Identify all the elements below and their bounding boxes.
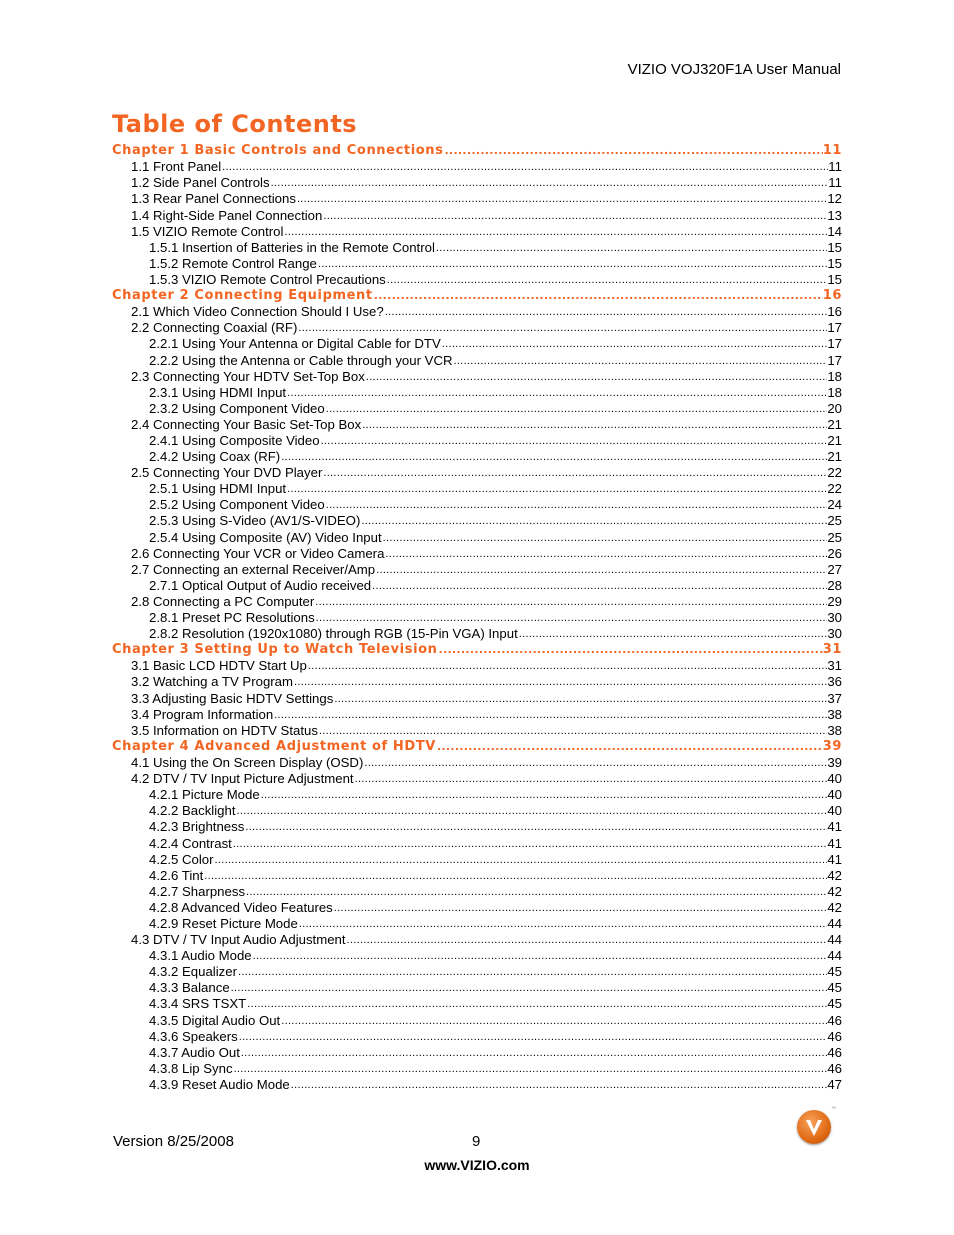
toc-entry[interactable] (112, 948, 842, 964)
toc-entry[interactable] (112, 690, 842, 706)
toc-entry[interactable] (112, 771, 842, 787)
toc-entry[interactable] (112, 707, 842, 723)
dot-leader (237, 964, 827, 980)
toc-chapter-entry[interactable] (112, 288, 842, 304)
toc-entry[interactable] (112, 336, 842, 352)
toc-entry-title: 2.5.1 Using HDMI Input (149, 481, 287, 497)
toc-entry-page: 16 (827, 304, 842, 320)
toc-entry-page: 17 (827, 352, 842, 368)
footer-url[interactable]: www.VIZIO.com (424, 1157, 530, 1173)
dot-leader (436, 739, 823, 755)
toc-entry-title: 4.3.3 Balance (149, 980, 230, 996)
toc-chapter-entry[interactable] (112, 143, 842, 159)
toc-entry-title: 1.5.2 Remote Control Range (149, 255, 317, 271)
dot-leader (333, 691, 827, 707)
toc-entry[interactable] (112, 401, 842, 417)
dot-leader (333, 900, 828, 916)
dot-leader (296, 191, 827, 207)
toc-entry-title: Chapter 4 Advanced Adjustment of HDTV (112, 738, 436, 754)
dot-leader (382, 530, 828, 546)
dot-leader (233, 1061, 828, 1077)
toc-entry-title: 4.3.8 Lip Sync (149, 1060, 233, 1076)
toc-entry-page: 41 (827, 819, 842, 835)
dot-leader (270, 175, 829, 191)
toc-entry-title: 2.4.1 Using Composite Video (149, 432, 320, 448)
toc-entry-title: 2.8.2 Resolution (1920x1080) through RGB (15-Pin VGA) Input (149, 626, 518, 642)
toc-entry-title: Chapter 3 Setting Up to Watch Television (112, 642, 438, 658)
dot-leader (297, 320, 827, 336)
dot-leader (317, 256, 827, 272)
toc-entry-page: 22 (827, 481, 842, 497)
dot-leader (518, 626, 828, 642)
toc-entry-title: 2.7 Connecting an external Receiver/Amp (131, 561, 376, 577)
dot-leader (346, 932, 828, 948)
toc-entry-title: 3.4 Program Information (131, 706, 274, 722)
toc-entry[interactable] (112, 449, 842, 465)
toc-entry-page: 46 (827, 1028, 842, 1044)
dot-leader (365, 369, 827, 385)
toc-entry-page: 21 (827, 416, 842, 432)
toc-entry-page: 17 (827, 320, 842, 336)
toc-entry-page: 40 (827, 787, 842, 803)
dot-leader (373, 288, 823, 304)
toc-entry-page: 39 (827, 755, 842, 771)
toc-entry[interactable] (112, 755, 842, 771)
toc-entry[interactable] (112, 513, 842, 529)
toc-entry[interactable] (112, 207, 842, 223)
toc-entry[interactable] (112, 868, 842, 884)
toc-entry-page: 44 (827, 932, 842, 948)
toc-entry-title: 2.7.1 Optical Output of Audio received (149, 577, 372, 593)
toc-entry-page: 45 (827, 996, 842, 1012)
toc-entry[interactable] (112, 546, 842, 562)
footer-version: Version 8/25/2008 (113, 1133, 234, 1150)
toc-entry[interactable] (112, 175, 842, 191)
dot-leader (232, 836, 827, 852)
toc-entry-title: 2.2 Connecting Coaxial (RF) (131, 320, 298, 336)
toc-entry-page: 11 (828, 175, 842, 191)
toc-entry[interactable] (112, 852, 842, 868)
toc-entry-title: 1.5.3 VIZIO Remote Control Precautions (149, 271, 386, 287)
toc-entry-title: 2.5.4 Using Composite (AV) Video Input (149, 529, 382, 545)
toc-entry-page: 45 (827, 980, 842, 996)
dot-leader (453, 353, 828, 369)
toc-entry-page: 44 (827, 948, 842, 964)
toc-entry[interactable] (112, 803, 842, 819)
dot-leader (371, 578, 827, 594)
toc-entry-page: 11 (822, 143, 842, 159)
toc-entry[interactable] (112, 529, 842, 545)
toc-entry-page: 29 (827, 593, 842, 609)
dot-leader (375, 562, 827, 578)
toc-entry-title: 4.3.5 Digital Audio Out (149, 1012, 281, 1028)
toc-entry-title: 1.3 Rear Panel Connections (131, 191, 296, 207)
dot-leader (246, 996, 827, 1012)
toc-entry[interactable] (112, 1029, 842, 1045)
toc-entry[interactable] (112, 932, 842, 948)
toc-entry-page: 27 (827, 561, 842, 577)
toc-entry[interactable] (112, 562, 842, 578)
dot-leader (325, 497, 828, 513)
toc-entry-page: 41 (827, 851, 842, 867)
toc-entry[interactable] (112, 417, 842, 433)
toc-entry[interactable] (112, 497, 842, 513)
toc-entry-page: 21 (827, 432, 842, 448)
toc-entry[interactable] (112, 1077, 842, 1093)
toc-entry-title: 4.3.1 Audio Mode (149, 948, 252, 964)
dot-leader (384, 304, 828, 320)
toc-entry-title: Chapter 2 Connecting Equipment (112, 288, 373, 304)
dot-leader (252, 948, 828, 964)
toc-entry[interactable] (112, 787, 842, 803)
toc-entry-title: 4.1 Using the On Screen Display (OSD) (131, 755, 364, 771)
toc-entry[interactable] (112, 916, 842, 932)
toc-entry[interactable] (112, 578, 842, 594)
toc-entry-page: 46 (827, 1044, 842, 1060)
dot-leader (441, 336, 828, 352)
toc-entry-page: 13 (827, 207, 842, 223)
dot-leader (443, 143, 822, 159)
toc-entry-page: 46 (827, 1060, 842, 1076)
toc-entry[interactable] (112, 1061, 842, 1077)
toc-entry-page: 16 (822, 288, 842, 304)
toc-entry[interactable] (112, 191, 842, 207)
toc-entry-title: 2.8 Connecting a PC Computer (131, 593, 315, 609)
toc-entry-page: 40 (827, 803, 842, 819)
toc-entry-page: 28 (827, 577, 842, 593)
dot-leader (273, 707, 827, 723)
dot-leader (361, 417, 827, 433)
toc-entry-title: 2.4 Connecting Your Basic Set-Top Box (131, 416, 362, 432)
toc-entry-page: 38 (827, 722, 842, 738)
toc-entry-page: 41 (827, 835, 842, 851)
dot-leader (360, 513, 827, 529)
toc-entry-title: 4.2 DTV / TV Input Picture Adjustment (131, 771, 354, 787)
toc-entry-title: 2.3.1 Using HDMI Input (149, 384, 287, 400)
toc-entry-page: 26 (827, 545, 842, 561)
toc-entry-page: 22 (827, 465, 842, 481)
dot-leader (244, 819, 827, 835)
dot-leader (298, 916, 828, 932)
toc-entry-page: 42 (827, 867, 842, 883)
toc-entry[interactable] (112, 835, 842, 851)
toc-entry[interactable] (112, 610, 842, 626)
dot-leader (322, 465, 827, 481)
toc-entry-page: 21 (827, 449, 842, 465)
toc-entry-title: 2.8.1 Preset PC Resolutions (149, 610, 315, 625)
dot-leader (203, 868, 827, 884)
toc-entry-title: 4.2.7 Sharpness (149, 883, 246, 899)
toc-entry[interactable] (112, 658, 842, 674)
toc-entry-title: 2.2.1 Using Your Antenna or Digital Cable for DTV (149, 336, 441, 352)
toc-entry-page: 39 (822, 738, 842, 754)
toc-entry-title: 4.2.2 Backlight (149, 803, 236, 819)
dot-leader (260, 787, 828, 803)
toc-entry[interactable] (112, 1045, 842, 1061)
toc-entry[interactable] (112, 304, 842, 320)
toc-entry-title: 4.3.7 Audio Out (149, 1044, 240, 1060)
toc-entry[interactable] (112, 1012, 842, 1028)
toc-entry-title: 3.5 Information on HDTV Status (131, 722, 318, 738)
toc-entry-title: 4.2.6 Tint (149, 867, 204, 883)
dot-leader (386, 272, 828, 288)
toc-entry-title: 3.3 Adjusting Basic HDTV Settings (131, 690, 334, 706)
table-of-contents (112, 143, 842, 1093)
toc-entry-page: 37 (827, 690, 842, 706)
toc-entry-title: 2.5.2 Using Component Video (149, 497, 325, 513)
toc-entry-page: 18 (827, 384, 842, 400)
dot-leader (230, 980, 828, 996)
toc-entry-title: 2.3 Connecting Your HDTV Set-Top Box (131, 368, 365, 384)
dot-leader (238, 1029, 828, 1045)
dot-leader (314, 594, 827, 610)
toc-entry-page: 36 (827, 674, 842, 690)
toc-entry-page: 18 (827, 368, 842, 384)
dot-leader (315, 610, 828, 626)
toc-entry[interactable] (112, 723, 842, 739)
toc-entry-title: 4.3 DTV / TV Input Audio Adjustment (131, 932, 346, 948)
toc-entry-page: 30 (827, 626, 842, 642)
dot-leader (363, 755, 827, 771)
toc-entry-title: 4.3.2 Equalizer (149, 964, 237, 980)
toc-entry[interactable] (112, 674, 842, 690)
toc-entry-title: 4.2.3 Brightness (149, 819, 245, 835)
toc-entry[interactable] (112, 369, 842, 385)
toc-entry-title: 2.6 Connecting Your VCR or Video Camera (131, 545, 385, 561)
toc-entry-page: 45 (827, 964, 842, 980)
toc-entry-page: 31 (822, 642, 842, 658)
toc-entry-title: 2.5.3 Using S-Video (AV1/S-VIDEO) (149, 513, 361, 529)
toc-entry-title: 4.2.9 Reset Picture Mode (149, 915, 298, 931)
toc-entry[interactable] (112, 964, 842, 980)
dot-leader (435, 240, 827, 256)
toc-entry[interactable] (112, 900, 842, 916)
toc-chapter-entry[interactable] (112, 642, 842, 658)
toc-entry-page: 42 (827, 883, 842, 899)
toc-entry-page: 15 (827, 271, 842, 287)
dot-leader (283, 224, 827, 240)
dot-leader (286, 385, 827, 401)
toc-entry-page: 25 (827, 513, 842, 529)
toc-entry-page: 20 (827, 400, 842, 416)
dot-leader (280, 1013, 827, 1029)
toc-entry-title: 2.3.2 Using Component Video (149, 400, 325, 416)
toc-entry[interactable] (112, 996, 842, 1012)
toc-entry-title: 1.1 Front Panel (131, 159, 222, 175)
dot-leader (280, 449, 827, 465)
trademark-symbol: ™ (831, 1106, 836, 1112)
vizio-logo-icon (797, 1110, 831, 1144)
dot-leader (438, 642, 823, 658)
toc-chapter-entry[interactable] (112, 739, 842, 755)
toc-entry[interactable] (112, 819, 842, 835)
toc-entry-title: 1.5 VIZIO Remote Control (131, 223, 284, 239)
toc-entry[interactable] (112, 594, 842, 610)
toc-entry-page: 24 (827, 497, 842, 513)
toc-entry-title: 4.2.4 Contrast (149, 835, 232, 851)
dot-leader (325, 401, 828, 417)
toc-entry-page: 31 (827, 658, 842, 674)
toc-entry[interactable] (112, 240, 842, 256)
toc-entry-page: 25 (827, 529, 842, 545)
dot-leader (286, 481, 827, 497)
dot-leader (354, 771, 828, 787)
toc-entry-page: 47 (827, 1076, 842, 1092)
toc-entry-title: 2.1 Which Video Connection Should I Use? (131, 304, 384, 320)
toc-entry-title: 1.4 Right-Side Panel Connection (131, 207, 323, 223)
dot-leader (322, 208, 827, 224)
toc-entry-page: 40 (827, 771, 842, 787)
toc-entry-page: 15 (827, 239, 842, 255)
toc-entry[interactable] (112, 272, 842, 288)
toc-entry[interactable] (112, 256, 842, 272)
toc-entry-title: 1.2 Side Panel Controls (131, 175, 270, 191)
toc-entry-title: 4.2.8 Advanced Video Features (149, 899, 333, 915)
toc-entry-page: 46 (827, 1012, 842, 1028)
dot-leader (236, 803, 828, 819)
dot-leader (290, 1077, 828, 1093)
toc-entry-title: 2.5 Connecting Your DVD Player (131, 465, 323, 481)
toc-entry[interactable] (112, 385, 842, 401)
toc-entry[interactable] (112, 224, 842, 240)
toc-entry-title: 3.1 Basic LCD HDTV Start Up (131, 658, 307, 674)
toc-entry[interactable] (112, 884, 842, 900)
toc-entry-title: Chapter 1 Basic Controls and Connections (112, 143, 444, 159)
toc-entry[interactable] (112, 481, 842, 497)
toc-entry[interactable] (112, 320, 842, 336)
dot-leader (221, 159, 828, 175)
dot-leader (214, 852, 828, 868)
toc-entry-title: 2.4.2 Using Coax (RF) (149, 449, 281, 465)
toc-title: Table of Contents (112, 110, 358, 138)
toc-entry-title: 2.2.2 Using the Antenna or Cable through your VCR (149, 352, 453, 368)
manual-title: VIZIO VOJ320F1A User Manual (627, 61, 841, 78)
toc-entry-page: 42 (827, 899, 842, 915)
toc-entry-title: 4.3.6 Speakers (149, 1028, 238, 1044)
footer-page-number: 9 (472, 1133, 481, 1150)
toc-entry-page: 14 (827, 223, 842, 239)
toc-entry[interactable] (112, 159, 842, 175)
toc-entry[interactable] (112, 352, 842, 368)
dot-leader (318, 723, 827, 739)
toc-entry-title: 4.3.4 SRS TSXT (149, 996, 247, 1012)
toc-entry-page: 15 (827, 255, 842, 271)
toc-entry-page: 38 (827, 706, 842, 722)
toc-entry-page: 30 (827, 610, 842, 625)
dot-leader (320, 433, 828, 449)
dot-leader (293, 674, 827, 690)
toc-entry[interactable] (112, 433, 842, 449)
dot-leader (245, 884, 827, 900)
toc-entry-title: 3.2 Watching a TV Program (131, 674, 293, 690)
toc-entry[interactable] (112, 465, 842, 481)
toc-entry-page: 44 (827, 915, 842, 931)
toc-entry-title: 4.3.9 Reset Audio Mode (149, 1076, 290, 1092)
dot-leader (240, 1045, 827, 1061)
toc-entry-title: 1.5.1 Insertion of Batteries in the Remote Control (149, 239, 435, 255)
toc-entry[interactable] (112, 626, 842, 642)
toc-entry-title: 4.2.1 Picture Mode (149, 787, 260, 803)
toc-entry-page: 12 (827, 191, 842, 207)
toc-entry[interactable] (112, 980, 842, 996)
dot-leader (384, 546, 827, 562)
dot-leader (307, 658, 827, 674)
toc-entry-page: 11 (828, 159, 842, 175)
toc-entry-title: 4.2.5 Color (149, 851, 214, 867)
toc-entry-page: 17 (827, 336, 842, 352)
